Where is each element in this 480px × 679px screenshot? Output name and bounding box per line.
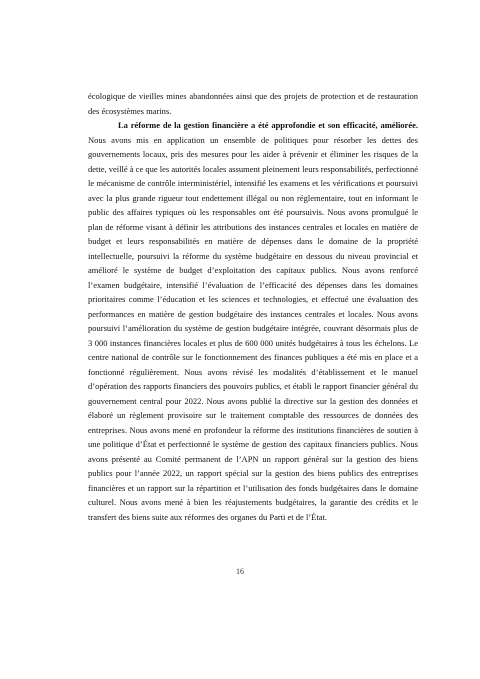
section-body-text: Nous avons mis en application un ensemble de politiques pour résorber les dettes des gouvernements locaux, pris des mesures pour les aider à prévenir et éliminer les risques de la dette, veillé à ce que les autorités locales assument pleinement leurs responsabilités, perfectionné le mécanisme de contrôle interministériel, intensifié les examens et les vérifications et poursuivi avec la plus grande rigueur tout endettement illégal ou non réglementaire, tout en informant le public des affaires typiques où les responsables ont été poursuivis. Nous avons promulgué le plan de réforme visant à définir les attributions des instances centrales et locales en matière de budget et leurs responsabilités en matière de dépenses dans le domaine de la propriété intellectuelle, poursuivi la réforme du système budgétaire en dessous du niveau provincial et amélioré le système de budget d’exploitation des capitaux publics. Nous avons renforcé l’examen budgétaire, intensifié l’évaluation de l’efficacité des dépenses dans les domaines prioritaires comme l’éducation et les sciences et technologies, et effectué une évaluation des performances en matière de gestion budgétaire des instances centrales et locales. Nous avons poursuivi l’amélioration du système de gestion budgétaire intégrée, couvrant désormais plus de 3 000 instances financières locales et plus de 600 000 unités budgétaires à tous les échelons. Le centre national de contrôle sur le fonctionnement des finances publiques a été mis en place et a fonctionné régulièrement. Nous avons révisé les modalités d’établissement et le manuel d’opération des rapports financiers des pouvoirs publics, et établi le rapport financier général du gouvernement central pour 2022. Nous avons publié la directive sur la gestion des données et élaboré un règlement provisoire sur le traitement comptable des ressources de données des entreprises. Nous avons mené en profondeur la réforme des institutions financières de soutien à une politique d’État et perfectionné le système de gestion des capitaux financiers publics. Nous avons présenté au Comité permanent de l’APN un rapport général sur la gestion des biens publics pour l’année 2022, un rapport spécial sur la gestion des biens publics des entreprises financières et un rapport sur la répartition et l’utilisation des fonds budgétaires dans le domaine culturel. Nous avons mené à bien les réajustements budgétaires, la garantie des crédits et le transfert des biens suite aux réformes des organes du Parti et de l’État. xyxy=(88,134,418,522)
body-text-block xyxy=(88,89,418,524)
page-number: 16 xyxy=(236,567,244,576)
section-paragraph xyxy=(88,118,418,524)
section-heading: La réforme de la gestion financière a été approfondie et son efficacité, améliorée. xyxy=(118,120,418,130)
intro-paragraph: écologique de vieilles mines abandonnées ainsi que des projets de protection et de restauration des écosystèmes marins. xyxy=(88,91,418,116)
